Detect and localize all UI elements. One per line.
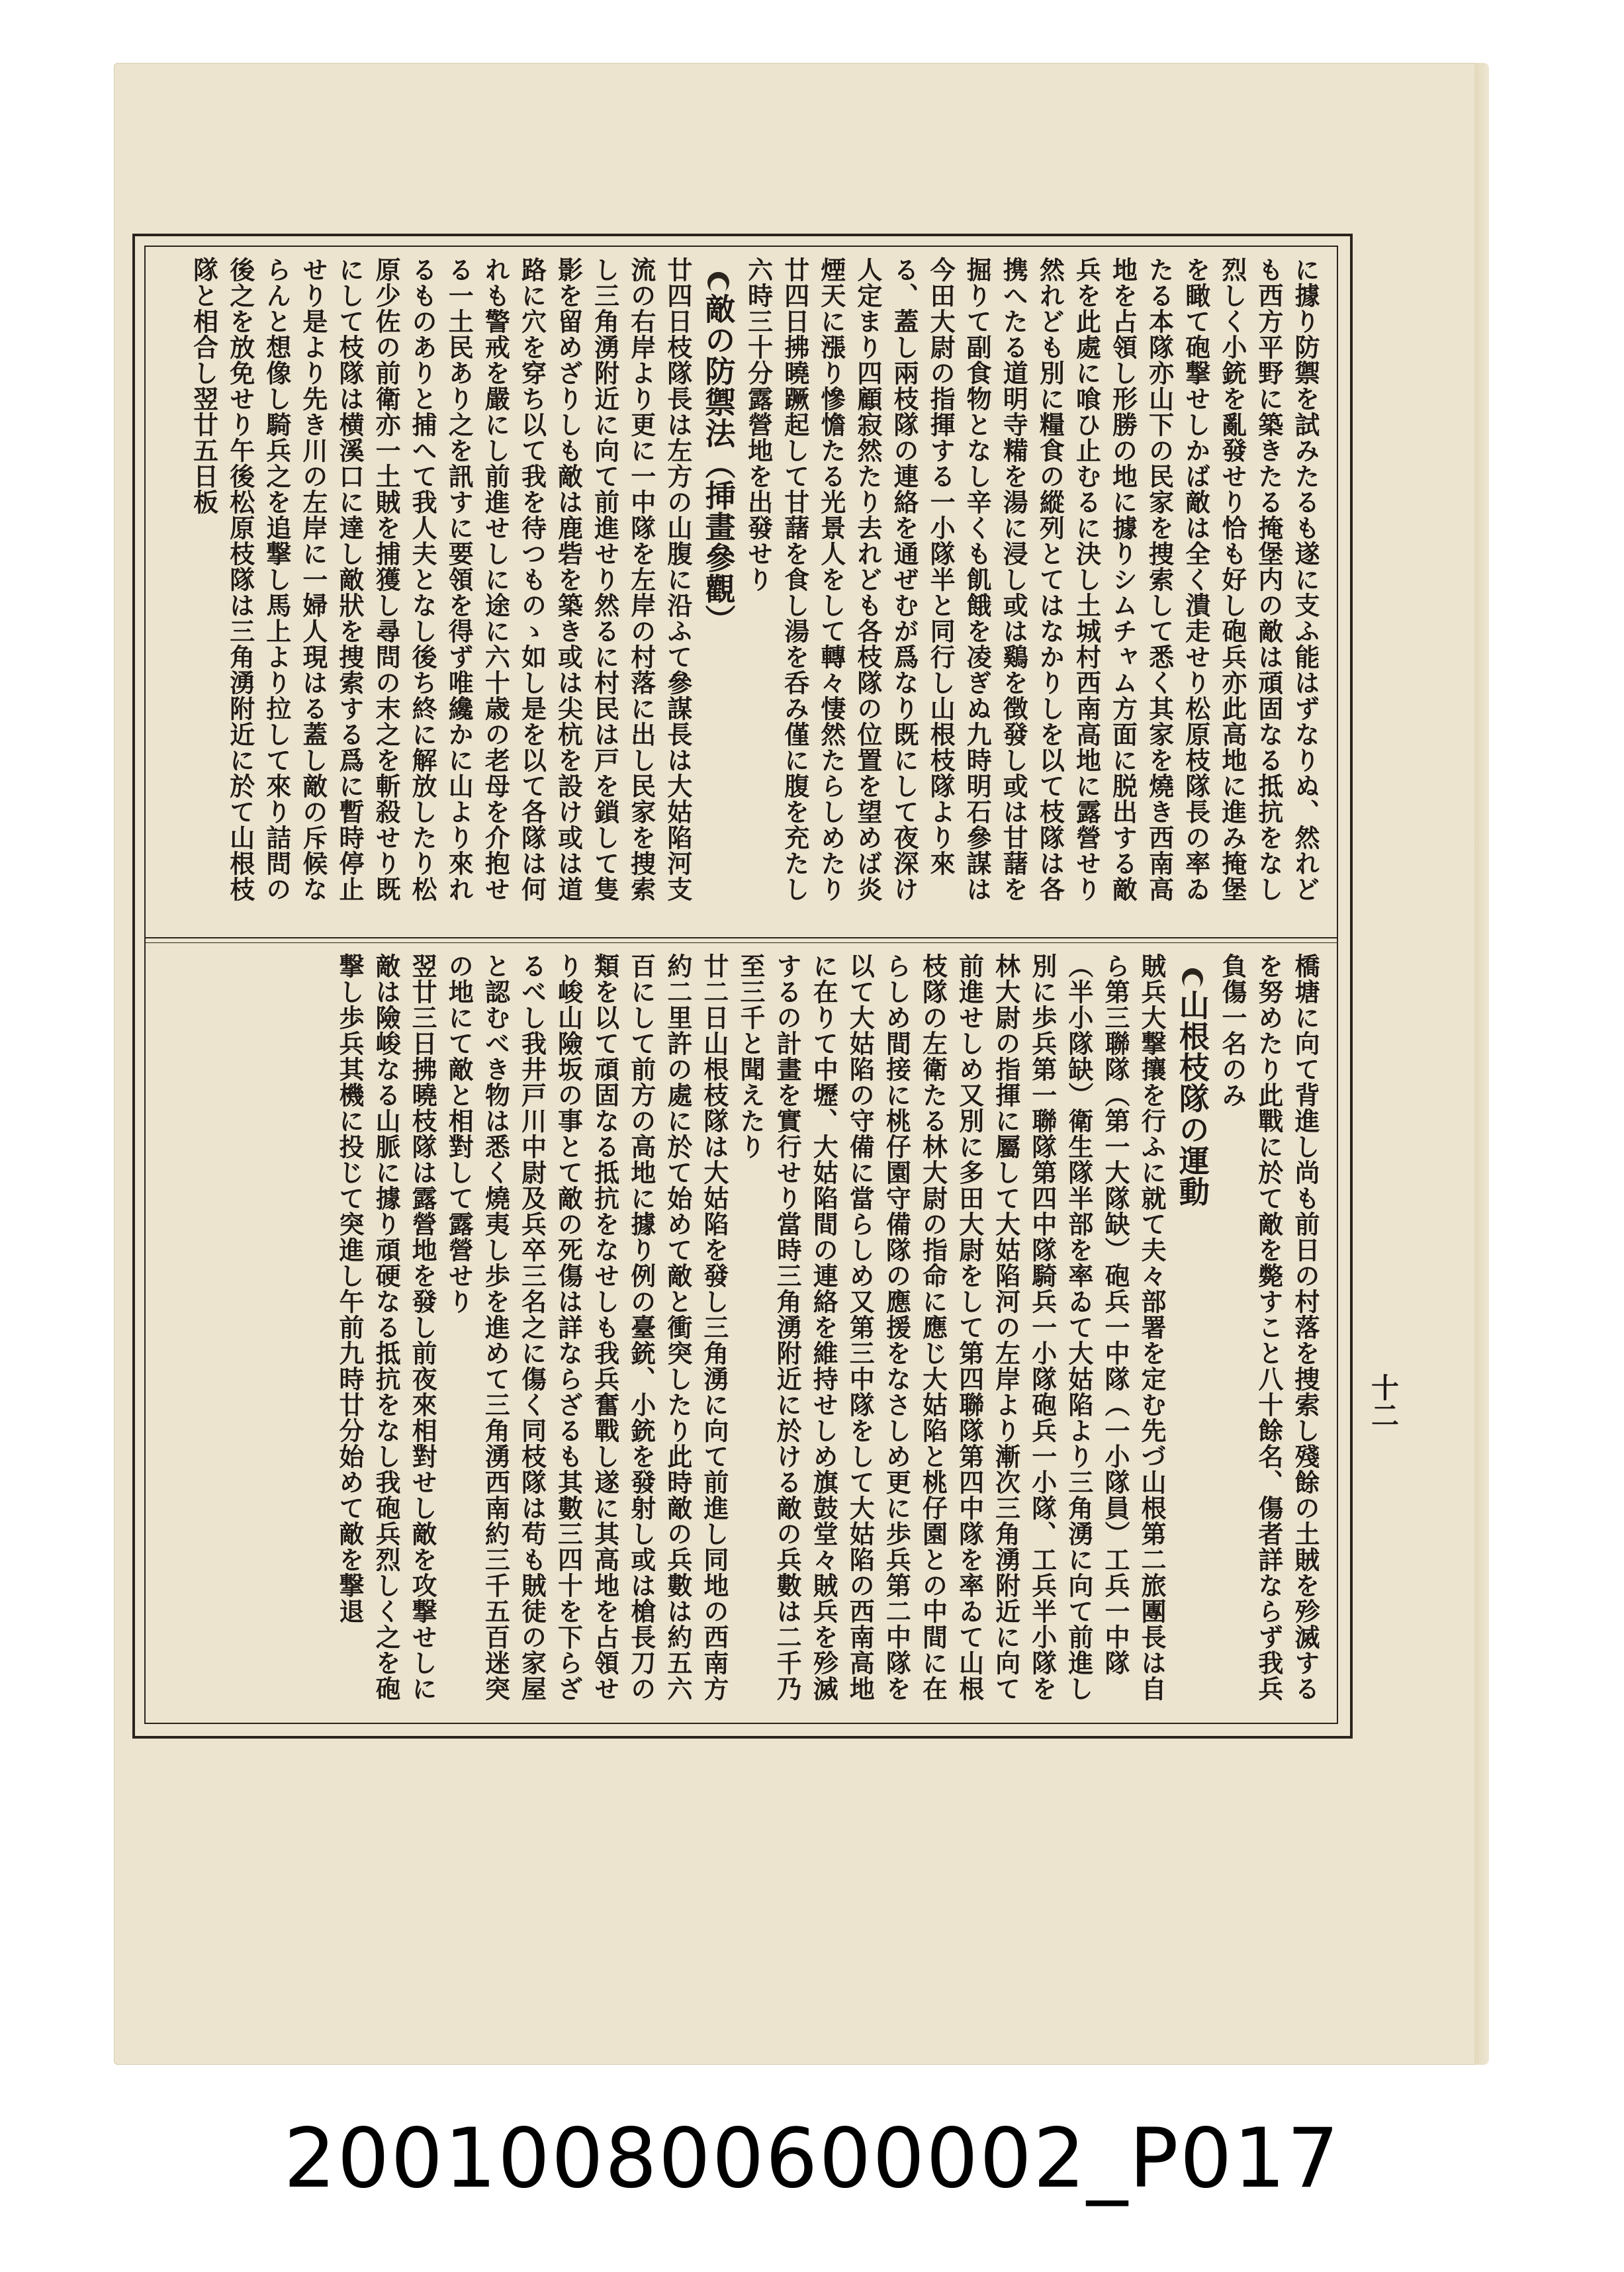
lower-paragraph-2: 廿二日山根枝隊は大姑陷を發し三角湧に向て前進し同地の西南方約二里許の處に於て始めて敵と衝突したり此時敵の兵數は約五六百にして前方の高地に據り例の臺銃、小銃を發射し或は槍長刀の類を以て頑固なる抵抗をなせしも我兵奮戰し遂に其高地を占領せり峻山險坂の事とて敵の死傷は詳ならざるも其數三四十を下らざるべし我井戸川中尉及兵卒三名之に傷く同枝隊は苟も賊徒の家屋と認むべき物は悉く燒夷し歩を進めて三角湧西南約三千五百迷突の地にて敵と相對して露營せり — [444, 953, 729, 1702]
lower-paragraph-3: 翌廿三日拂曉枝隊は露營地を發し前夜來相對せし敵を攻撃せしに敵は險峻なる山脈に據り頑硬なる抵抗をなし我砲兵烈しく之を砲撃し歩兵其機に投じて突進し午前九時廿分始めて敵を撃退 — [334, 953, 438, 1702]
page-number: 十二 — [1367, 1373, 1400, 1429]
circle-mark-icon: ● — [1179, 968, 1205, 994]
lower-text-section — [159, 953, 1324, 1707]
section-heading-defense — [696, 272, 741, 925]
section-heading-yamane — [1170, 968, 1214, 1707]
paper-edge — [1474, 63, 1489, 2065]
heading-text: 山根枝隊の運動 — [1174, 989, 1210, 1208]
section-divider-thin — [144, 942, 1338, 943]
heading-text: 敵の防禦法（挿畫參觀） — [700, 293, 737, 636]
upper-paragraph-2: 廿四日枝隊長は左方の山腹に沿ふて參謀長は大姑陷河支流の右岸より更に一中隊を左岸の村落に出し民家を捜索し三角湧附近に向て前進せり然るに村民は戸を鎖して隻影を留めざりしも敵は鹿砦を築き或は尖杭を設け或は道路に穴を穿ち以て我を待つものゝ如し是を以て各隊は何れも警戒を嚴にし前進せしに途に六十歳の老母を介抱せる一土民あり之を訊すに要領を得ず唯纔かに山より來れるものありと捕へて我人夫となし後ち終に解放したり松原少佐の前衛亦一土賊を捕獲し尋問の末之を斬殺せり既にして枝隊は横溪口に達し敵狀を捜索する爲に暫時停止せり是より先き川の左岸に一婦人現はる蓋し敵の斥候ならんと想像し騎兵之を追撃し馬上より拉して來り詰問の後之を放免せり午後松原枝隊は三角湧附近に於て山根枝隊と相合し翌廿五日板 — [189, 257, 693, 902]
section-divider — [144, 937, 1338, 938]
image-id-caption: 20010080060000​2_P017 — [283, 2111, 1341, 2206]
lower-intro: 橋塘に向て背進し尚も前日の村落を捜索し殘餘の土賊を殄滅するを努めたり此戰に於て敵を斃すこと八十餘名、傷者詳ならず我兵負傷一名のみ — [1217, 953, 1320, 1702]
upper-text-section — [159, 257, 1324, 925]
circle-mark-icon: ● — [705, 272, 731, 298]
lower-paragraph-1: 賊兵大撃攘を行ふに就て夫々部署を定む先づ山根第二旅團長は自ら第三聯隊（第一大隊缺）砲兵一中隊（一小隊員）工兵一中隊（半小隊缺）衛生隊半部を率ゐて大姑陷より三角湧に向て前進し別に歩兵第一聯隊第四中隊騎兵一小隊砲兵一小隊、工兵半小隊を林大尉の指揮に屬して大姑陷河の左岸より漸次三角湧附近に向て前進せしめ又別に多田大尉をして第四聯隊第四中隊を率ゐて山根枝隊の左衛たる林大尉の指命に應じ大姑陷と桃仔園との中間に在らしめ間接に桃仔園守備隊の應援をなさしめ更に歩兵第二中隊を以て大姑陷の守備に當らしめ又第三中隊をして大姑陷の西南高地に在りて中壢、大姑陷間の連絡を維持せしめ旗鼓堂々賊兵を殄滅するの計畫を實行せり當時三角湧附近に於ける敵の兵數は二千乃至三千と聞えたり — [736, 953, 1167, 1702]
upper-paragraph-1: に據り防禦を試みたるも遂に支ふ能はずなりぬ、然れども西方平野に築きたる掩堡内の敵は頑固なる抵抗をなし烈しく小銃を亂發せり恰も好し砲兵亦此高地に進み掩堡を瞰て砲撃せしかば敵は全く潰走せり松原枝隊長の率ゐたる本隊亦山下の民家を捜索して悉く其家を燒き西南高地を占領し形勝の地に據りシムチャム方面に脱出する敵兵を此處に喰ひ止むるに決し土城村西南高地に露營せり然れども別に糧食の縱列とてはなかりしを以て枝隊は各携へたる道明寺糒を湯に浸し或は鷄を徴發し或は甘藷を掘りて副食物となし辛くも飢餓を凌ぎぬ九時明石參謀は今田大尉の指揮する一小隊半と同行し山根枝隊より來る、蓋し兩枝隊の連絡を通ぜむが爲なり既にして夜深け人定まり四顧寂然たり去れども各枝隊の位置を望めば炎煙天に漲り慘憺たる光景人をして轉々悽然たらしめたり廿四日拂曉蹶起して甘藷を食し湯を呑み僅に腹を充たし六時三十分露營地を出發せり — [743, 257, 1320, 902]
